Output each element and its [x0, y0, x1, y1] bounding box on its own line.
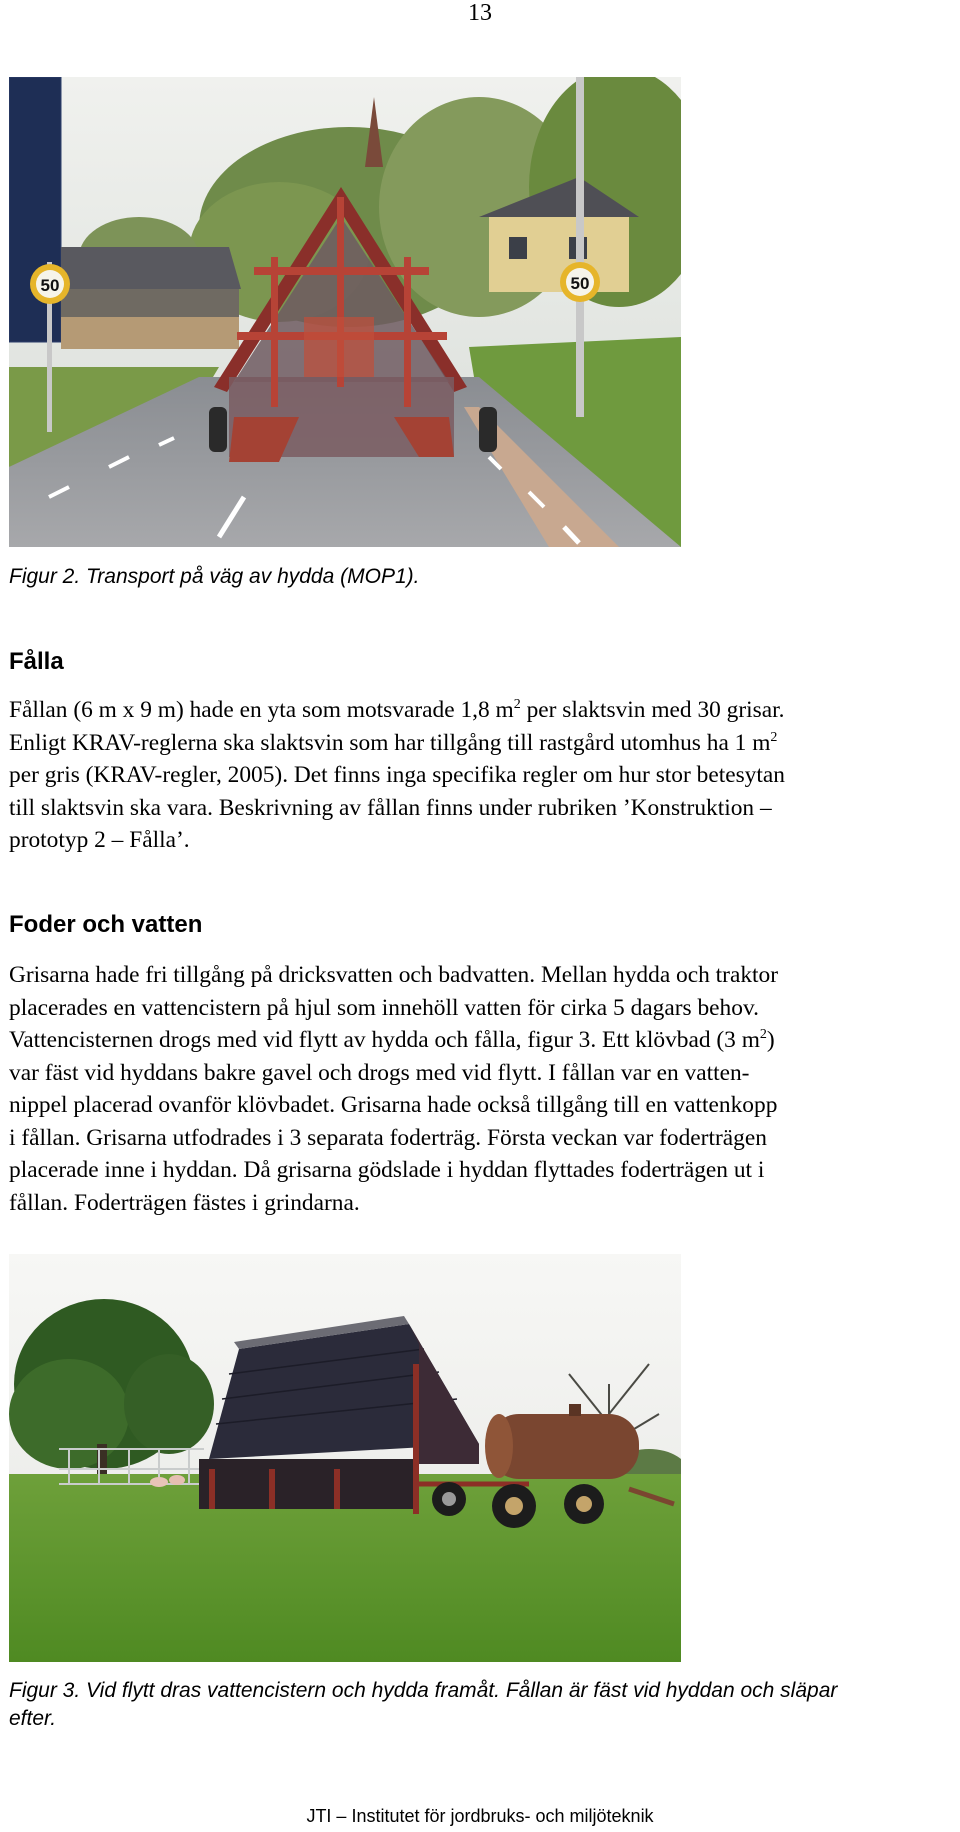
- text-line: i fållan. Grisarna utfodrades i 3 separata foderträg. Första veckan var foderträgen: [9, 1124, 767, 1151]
- page-number: 13: [468, 0, 492, 26]
- figure-3-photo: [9, 1254, 681, 1662]
- text-line: Vattencisternen drogs med vid flytt av hydda och fålla, figur 3. Ett klövbad (3 $m^2$): [9, 1027, 775, 1053]
- text-line: placerade inne i hyddan. Då grisarna gödslade i hyddan flyttades foderträgen ut i: [9, 1157, 765, 1183]
- paragraph-foder-och-vatten: [9, 959, 960, 1219]
- text-line: Fållan (6 m x 9 m) hade en yta som motsvarade 1,8 $m^2$ per slaktsvin med 30 grisar.: [9, 697, 785, 723]
- paragraph-falla: [9, 694, 960, 857]
- section-heading-falla: Fålla: [9, 648, 64, 675]
- speed-sign-left: 50: [40, 276, 60, 295]
- text-line: nippel placerad ovanför klövbadet. Grisarna hade också tillgång till en vattenkopp: [9, 1092, 778, 1118]
- figure-3-caption: [9, 1677, 949, 1733]
- text-line: Enligt KRAV-reglerna ska slaktsvin som har tillgång till rastgård utomhus ha 1 $m^2$: [9, 729, 778, 756]
- caption-line: Figur 3. Vid flytt dras vattencistern och hydda framåt. Fållan är fäst vid hyddan och släpar: [9, 1679, 838, 1702]
- hut-water-tank-illustration: [9, 1254, 681, 1662]
- text-line: per gris (KRAV-regler, 2005). Det finns inga specifika regler om hur stor betesytan: [9, 762, 785, 788]
- text-line: var fäst vid hyddans bakre gavel och drogs med vid flytt. I fållan var en vatten-: [9, 1059, 750, 1086]
- speed-sign-right: 50: [570, 274, 590, 293]
- text-line: placerades en vattencistern på hjul som innehöll vatten för cirka 5 dagars behov.: [9, 994, 759, 1021]
- caption-line: efter.: [9, 1707, 57, 1730]
- footer: JTI – Institutet för jordbruks- och miljöteknik: [306, 1806, 654, 1826]
- section-heading-foder-och-vatten: Foder och vatten: [9, 911, 203, 938]
- text-line: fållan. Foderträgen fästes i grindarna.: [9, 1189, 360, 1216]
- text-line: till slaktsvin ska vara. Beskrivning av fållan finns under rubriken ’Konstruktion –: [9, 794, 772, 821]
- figure-2-photo: [9, 77, 681, 547]
- text-line: prototyp 2 – Fålla’.: [9, 827, 190, 853]
- hut-transport-illustration: [9, 77, 681, 547]
- figure-2-caption: Figur 2. Transport på väg av hydda (MOP1).: [9, 565, 420, 588]
- text-line: Grisarna hade fri tillgång på dricksvatten och badvatten. Mellan hydda och traktor: [9, 962, 779, 988]
